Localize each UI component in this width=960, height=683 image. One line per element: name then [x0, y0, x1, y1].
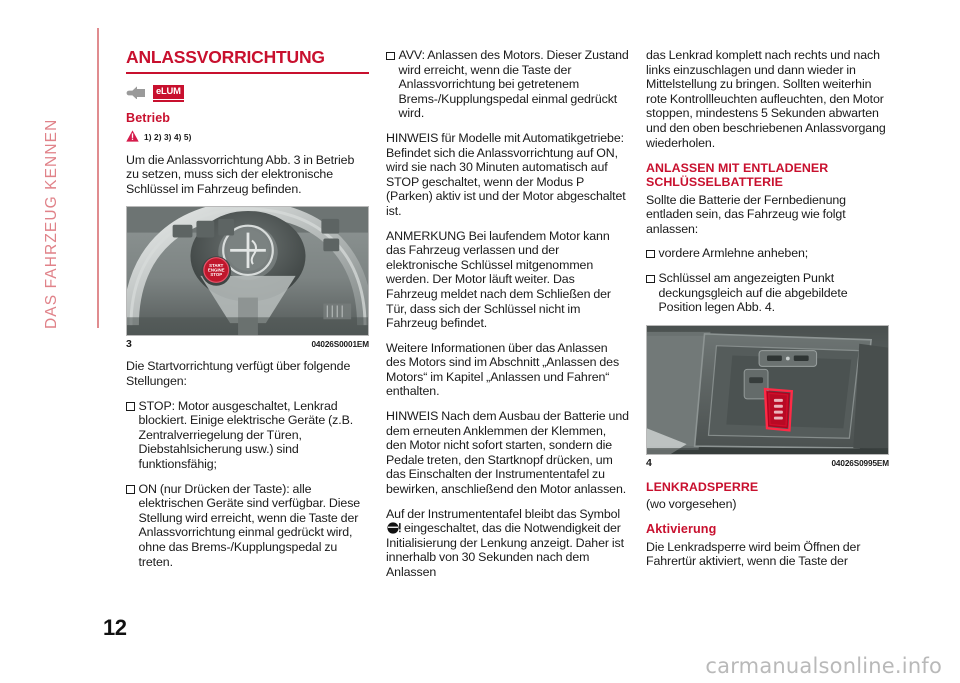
footnote-marks: 1) 2) 3) 4) 5) [144, 131, 192, 142]
note-further-info: Weitere Informationen über das Anlassen des Motors sind im Abschnitt „Anlassen des Motors“ im Kapitel „Anlassen und Fahren“ enthalten. [386, 340, 620, 399]
figure-3 [126, 206, 369, 350]
warning-footnote-row [126, 129, 369, 144]
entladene-intro: Sollte die Batterie der Fernbedienung entladen sein, das Fahrzeug wie folgt anlassen: [646, 192, 846, 236]
square-bullet-icon [126, 485, 135, 494]
column-three [646, 48, 889, 579]
aktivierung-text: Die Lenkradsperre wird beim Öffnen der Fahrertür aktiviert, wenn die Taste der [646, 539, 861, 569]
steering-lock-warning-icon [387, 522, 400, 534]
note-steering-symbol-before: Auf der Instrumententafel bleibt das Symbol [386, 506, 621, 521]
heading-betrieb: Betrieb [126, 110, 171, 125]
figure-4-image [646, 325, 889, 455]
pointing-hand-icon [126, 85, 146, 99]
svg-text:ENGINE: ENGINE [207, 267, 225, 273]
list-item-schluessel-text: Schlüssel am angezeigten Punkt deckungsgleich auf die abgebildete Position legen Abb. 4. [658, 270, 848, 315]
lenkradsperre-note: (wo vorgesehen) [646, 496, 737, 511]
square-bullet-icon [646, 275, 655, 284]
page-title: ANLASSVORRICHTUNG [126, 47, 325, 67]
heading-lenkradsperre: LENKRADSPERRE [646, 479, 759, 494]
note-anmerkung: ANMERKUNG Bei laufendem Motor kann das Fahrzeug verlassen und der elektronische Schlüssel mitgenommen werden. Der Motor läuft weiter. Das Fahrzeug meldet nach dem Schließen der Tür, dass sich der Schlüssel nicht im Fahrzeug befindet. [386, 228, 611, 331]
list-item-stop [126, 399, 369, 472]
running-head-label: DAS FAHRZEUG KENNEN [43, 118, 60, 329]
elum-reference-row [126, 83, 369, 102]
svg-text:START: START [209, 263, 224, 269]
figure-3-code: 04026S0001EM [311, 340, 369, 350]
list-item-on-text: ON (nur Drücken der Taste): alle elektrischen Geräte sind verfügbar. Diese Stellung wird erreicht, wenn die Taste der Anlassvorrichtung einmal gedrückt wird, ohne das Brems-/Kupplungspedal zu treten. [138, 481, 361, 569]
figure-4 [646, 325, 889, 469]
page-number: 12 [103, 615, 127, 640]
note-steering-symbol-after: eingeschaltet, das die Notwendigkeit der Initialisierung der Lenkung anzeigt. Daher ist innerhalb von 30 Sekunden nach dem Anlassen [386, 521, 624, 579]
figure-3-caption [126, 338, 369, 350]
square-bullet-icon [386, 52, 395, 61]
positions-intro: Die Startvorrichtung verfügt über folgende Stellungen: [126, 359, 351, 388]
list-item-avv-text: AVV: Anlassen des Motors. Dieser Zustand wird erreicht, wenn die Taste der Anlassvorrichtung bei getretenem Brems-/Kupplungspedal einmal gedrückt wird. [398, 48, 629, 121]
sidebar-vertical-rule [97, 28, 99, 328]
heading-anlassen-entladene-batterie: ANLASSEN MIT ENTLADENER SCHLÜSSELBATTERIE [646, 161, 829, 190]
elum-badge: eLUM [153, 85, 184, 99]
square-bullet-icon [126, 402, 135, 411]
figure-4-number: 4 [646, 456, 652, 469]
list-item-stop-text: STOP: Motor ausgeschaltet, Lenkrad blockiert. Einige elektrische Geräte (z.B. Zentralverriegelung der Türen, Diebstahlsicherung usw.) sind funktionsfähig; [138, 398, 354, 471]
continued-paragraph: das Lenkrad komplett nach rechts und nach links einzuschlagen und dann wieder in Mittelstellung zu bringen. Sollten weiterhin rote Kontrollleuchten aufleuchten, den Motor stoppen, mindestens 5 Sekunden abwarten und den oben beschriebenen Anlassvorgang wiederholen. [646, 48, 886, 150]
intro-paragraph: Um die Anlassvorrichtung Abb. 3 in Betrieb zu setzen, muss sich der elektronische Schlüssel im Fahrzeug befinden. [126, 152, 355, 196]
list-item-armlehne-text: vordere Armlehne anheben; [658, 246, 809, 261]
column-two [386, 48, 629, 590]
watermark: carmanualsonline.info [705, 654, 942, 678]
figure-3-image [126, 206, 369, 336]
figure-4-code: 04026S0995EM [831, 458, 889, 468]
note-steering-symbol [386, 507, 629, 580]
column-one [126, 48, 369, 579]
figure-4-caption [646, 457, 889, 469]
svg-text:STOP: STOP [210, 272, 223, 278]
list-item-schluessel [646, 271, 889, 315]
list-item-armlehne [646, 246, 889, 261]
note-battery-removal: HINWEIS Nach dem Ausbau der Batterie und dem erneuten Anklemmen der Klemmen, den Motor nicht sofort starten, sondern die Pedale treten, den Startknopf drücken, um das Einschalten der Instrumententafel zu bewirken, anschließend den Motor anlassen. [386, 409, 629, 497]
square-bullet-icon [646, 250, 655, 259]
heading-aktivierung: Aktivierung [646, 521, 717, 536]
list-item-avv [386, 48, 629, 121]
figure-3-number: 3 [126, 338, 132, 351]
title-underline [126, 72, 369, 74]
list-item-on [126, 482, 369, 570]
running-head-sidebar [0, 0, 100, 683]
note-automatic-transmission: HINWEIS für Modelle mit Automatikgetriebe: Befindet sich die Anlassvorrichtung auf ON, wird sie nach 30 Minuten automatisch auf STOP geschaltet, wenn der Modus P (Parken) aktiv ist und der Motor abgeschaltet ist. [386, 130, 626, 218]
warning-triangle-icon [126, 129, 139, 141]
